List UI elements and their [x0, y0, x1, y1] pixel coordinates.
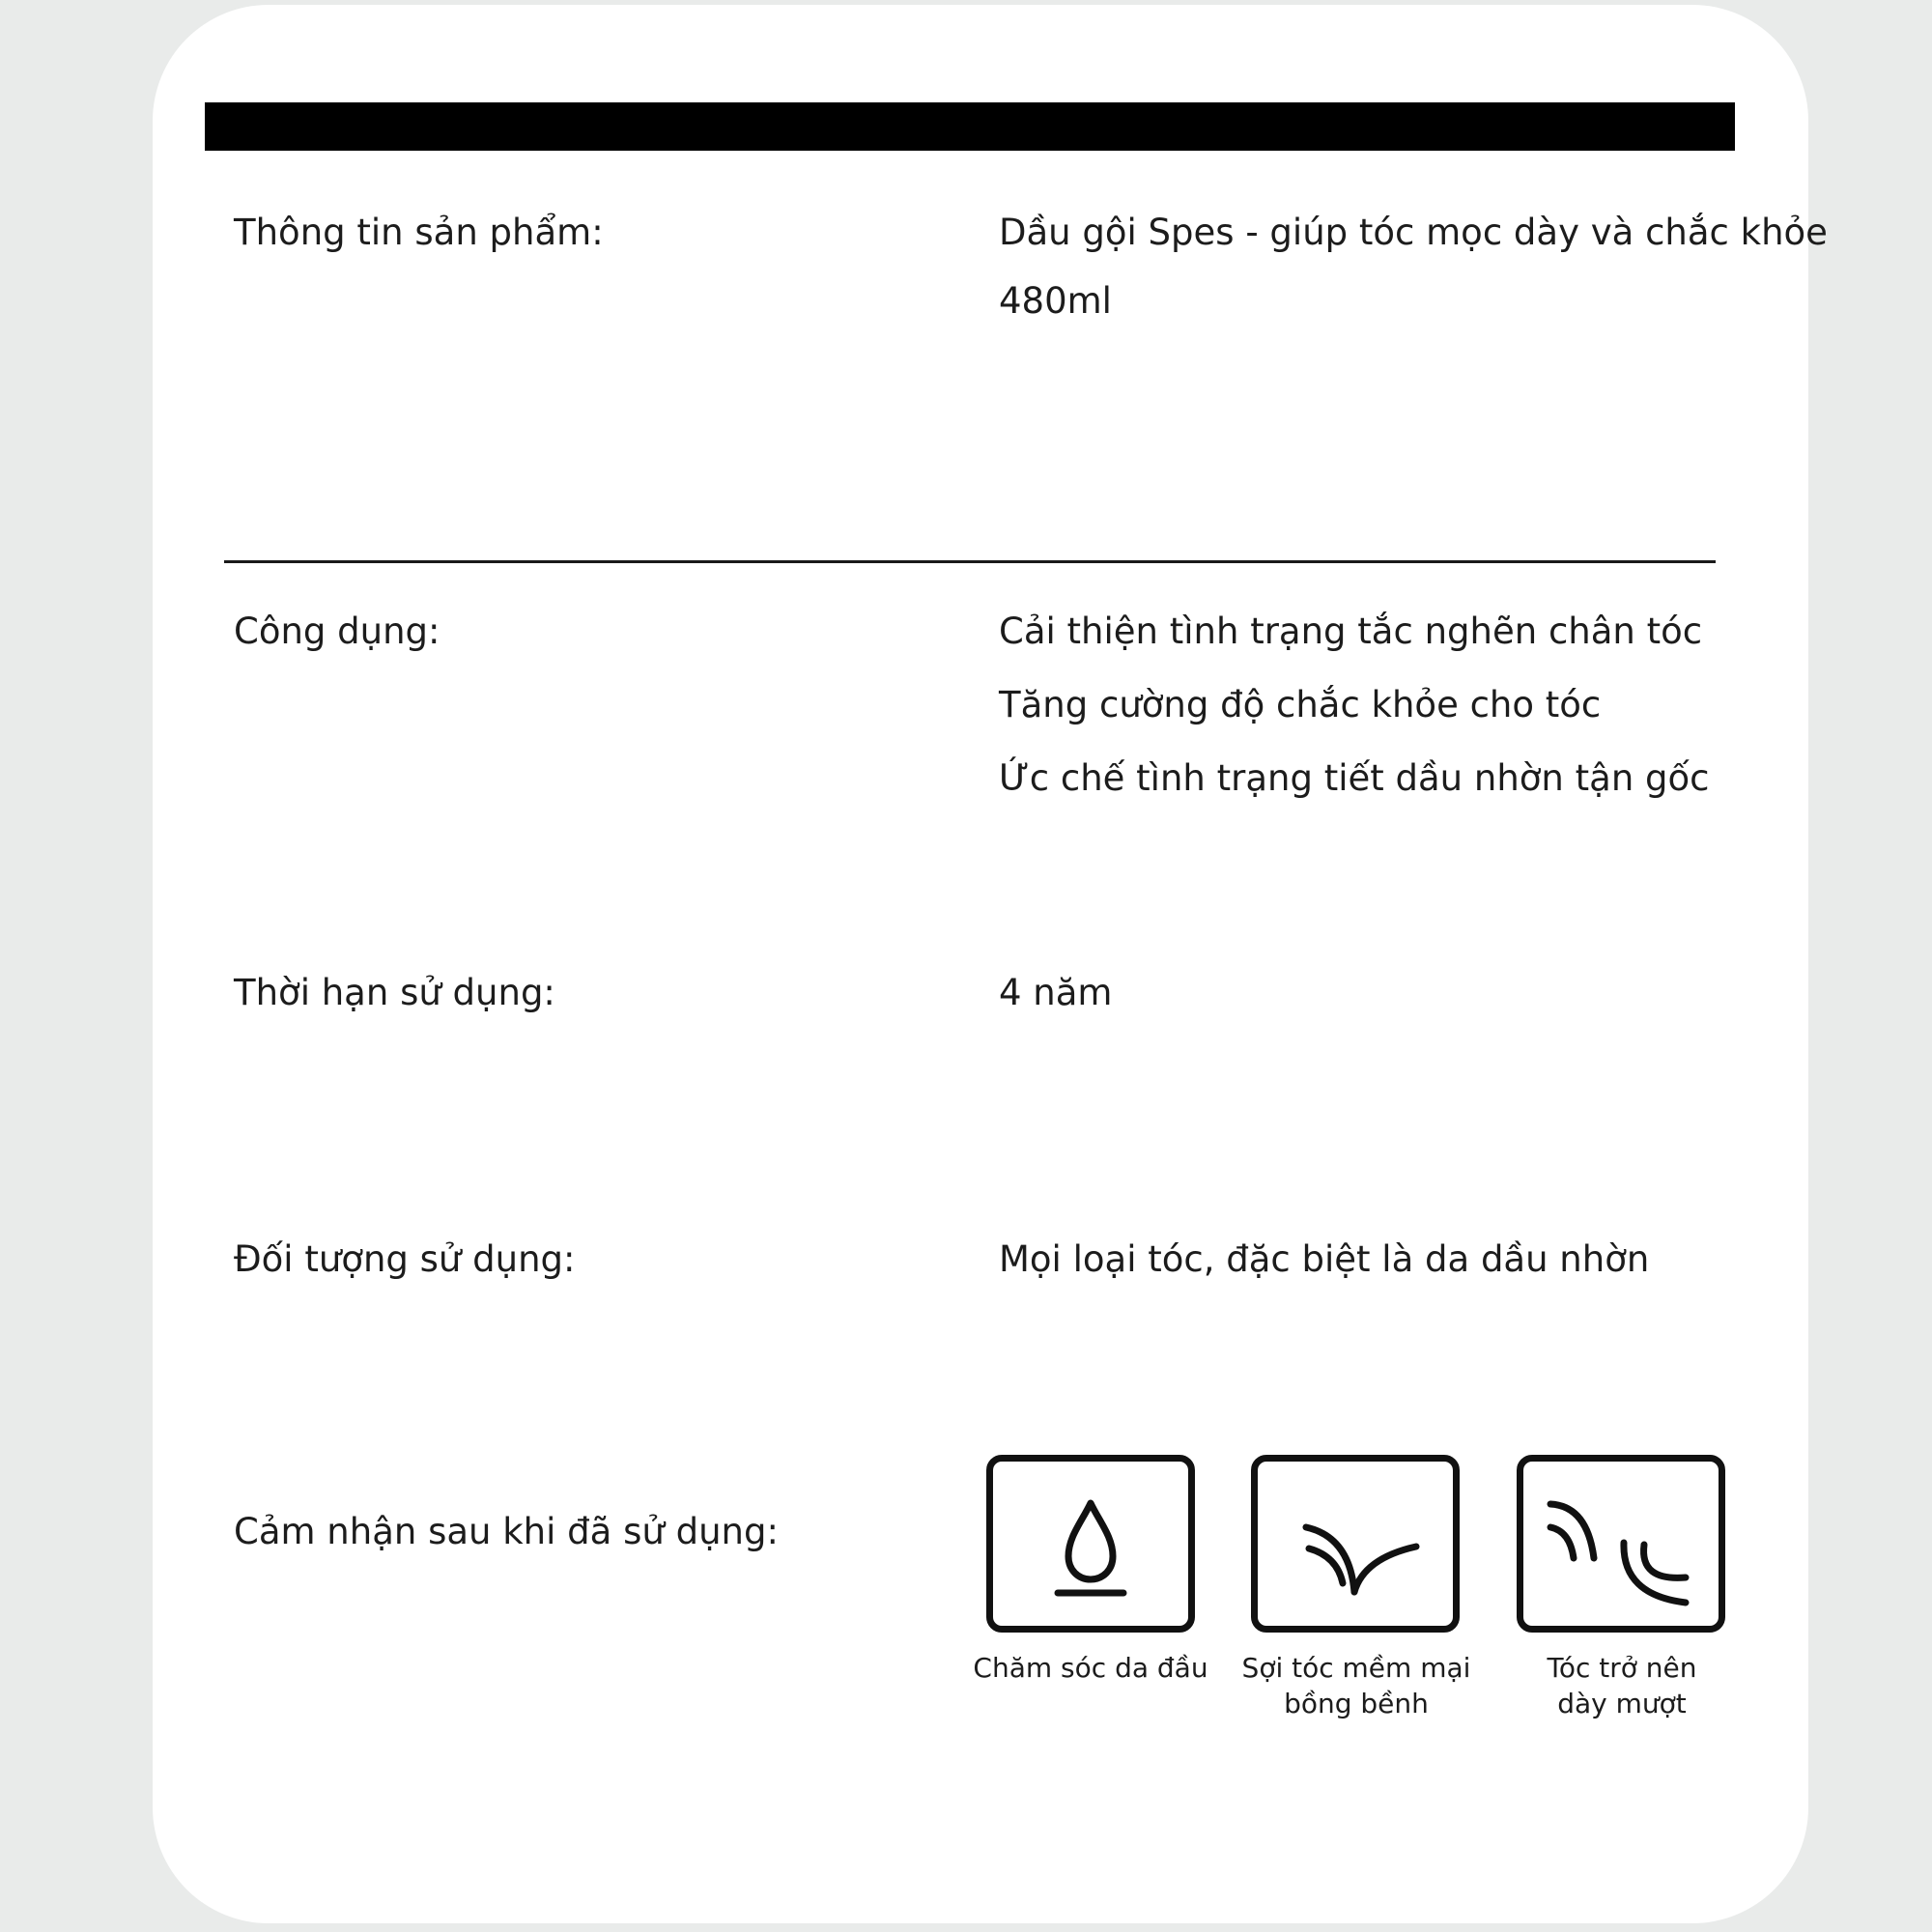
thick-hair-icon — [1523, 1462, 1719, 1626]
target-users-label: Đối tượng sử dụng: — [234, 1238, 576, 1280]
benefit-caption: Tóc trở nên dày mượt — [1547, 1652, 1697, 1719]
section-divider — [224, 560, 1716, 563]
uses-item: Tăng cường độ chắc khỏe cho tóc — [999, 684, 1602, 725]
target-users-value: Mọi loại tóc, đặc biệt là da dầu nhờn — [999, 1238, 1650, 1280]
benefit-card-soft-hair — [1251, 1455, 1460, 1633]
product-info-label: Thông tin sản phẩm: — [234, 212, 604, 253]
feel-after-use-label: Cảm nhận sau khi đã sử dụng: — [234, 1511, 779, 1552]
product-info-value: Dầu gội Spes - giúp tóc mọc dày và chắc khỏe — [999, 212, 1828, 253]
benefit-caption: Chăm sóc da đầu — [973, 1652, 1208, 1684]
benefit-card-thick-hair — [1517, 1455, 1725, 1633]
info-card — [153, 5, 1808, 1923]
soft-hair-icon — [1258, 1462, 1453, 1626]
uses-label: Công dụng: — [234, 611, 440, 652]
benefit-caption: Sợi tóc mềm mại bồng bềnh — [1241, 1652, 1471, 1719]
product-volume-value: 480ml — [999, 280, 1112, 322]
water-drop-icon — [993, 1462, 1188, 1626]
uses-item: Cải thiện tình trạng tắc nghẽn chân tóc — [999, 611, 1703, 652]
benefit-card-scalp-care — [986, 1455, 1195, 1633]
uses-item: Ức chế tình trạng tiết dầu nhờn tận gốc — [999, 757, 1710, 799]
header-bar — [205, 102, 1735, 151]
shelf-life-label: Thời hạn sử dụng: — [234, 972, 555, 1013]
shelf-life-value: 4 năm — [999, 972, 1113, 1013]
